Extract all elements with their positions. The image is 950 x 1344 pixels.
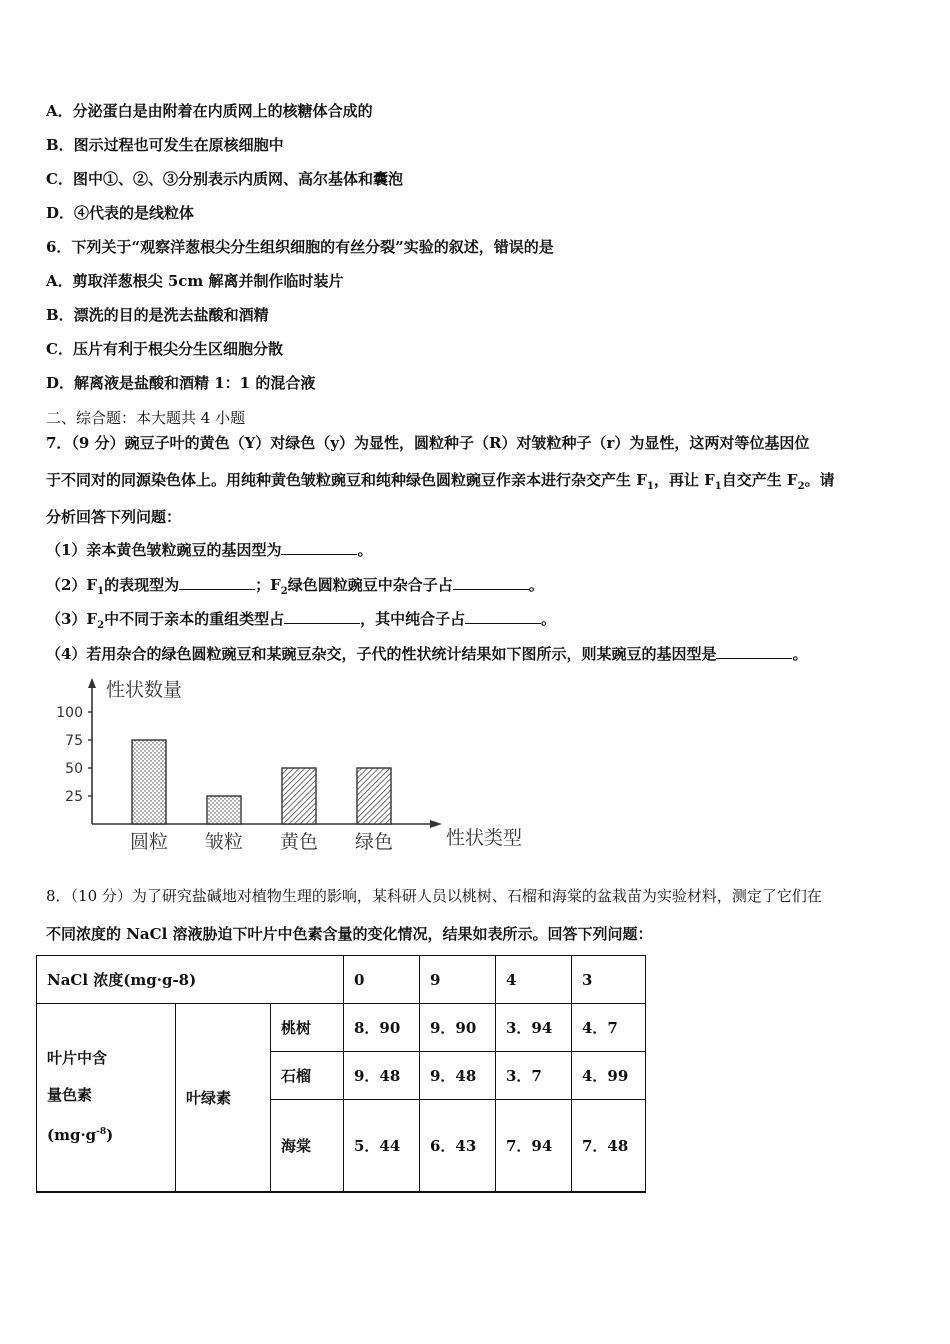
q6-stem: 6．下列关于“观察洋葱根尖分生组织细胞的有丝分裂”实验的叙述，错误的是 (46, 238, 554, 256)
answer-blank[interactable] (465, 609, 541, 624)
pigment-table (36, 955, 646, 1193)
bar-1 (207, 796, 241, 824)
answer-blank[interactable] (281, 540, 357, 555)
plant-name: 石榴 (271, 1052, 344, 1100)
nacl-concentration-header: NaCl 浓度(mg·g-8) (37, 956, 344, 1004)
q7-line-1: 7．（9 分）豌豆子叶的黄色（Y）对绿色（y）为显性，圆粒种子（R）对皱粒种子（r）为显性，这两对等位基因位 (46, 434, 810, 452)
x-axis-label: 性状类型 (446, 827, 523, 849)
table-cell: 8．90 (344, 1004, 420, 1052)
table-cell: 9．48 (344, 1052, 420, 1100)
category-label: 黄色 (279, 831, 319, 853)
q6-option-a: A．剪取洋葱根尖 5cm 解离并制作临时装片 (46, 272, 344, 290)
category-label: 绿色 (354, 831, 394, 853)
y-tick-label: 75 (65, 733, 83, 749)
q6-option-b: B．漂洗的目的是洗去盐酸和酒精 (46, 306, 269, 324)
header-value: 9 (420, 956, 496, 1004)
q7-part-4: （4）若用杂合的绿色圆粒豌豆和某豌豆杂交，子代的性状统计结果如下图所示，则某豌豆的基因型是 。 (46, 645, 808, 663)
y-tick-label: 25 (65, 789, 83, 805)
table-cell: 3．94 (496, 1004, 572, 1052)
trait-bar-chart (50, 672, 550, 862)
table-row (37, 1004, 646, 1052)
table-cell: 7．94 (496, 1100, 572, 1192)
y-tick-label: 100 (56, 705, 83, 721)
q7-line-3: 分析回答下列问题： (46, 508, 182, 526)
q7-part-1: （1）亲本黄色皱粒豌豆的基因型为 。 (46, 541, 373, 559)
answer-blank[interactable] (453, 575, 529, 590)
q8-line-2: 不同浓度的 NaCl 溶液胁迫下叶片中色素含量的变化情况，结果如表所示。回答下列问题： (46, 925, 653, 943)
q5-option-c: C．图中①、②、③分别表示内质网、高尔基体和囊泡 (46, 170, 403, 188)
q8-line-1: 8．（10 分）为了研究盐碱地对植物生理的影响，某科研人员以桃树、石榴和海棠的盆栽苗为实验材料，测定了它们在 (46, 887, 822, 905)
category-label: 皱粒 (204, 831, 244, 853)
section-heading: 二、综合题：本大题共 4 小题 (46, 409, 246, 427)
q6-option-c: C．压片有利于根尖分生区细胞分散 (46, 340, 283, 358)
q7-part-2: $(2)F_1$的表现型为 ；$F_2$绿色圆粒豌豆中杂合子占 。 (46, 576, 544, 597)
pigment-label: 叶绿素 (176, 1004, 271, 1192)
table-cell: 9．48 (420, 1052, 496, 1100)
row-group-label: 叶片中含 量色素 $(mg\cdot g^{-8})$ (37, 1004, 176, 1192)
header-value: 3 (572, 956, 646, 1004)
header-value: 4 (496, 956, 572, 1004)
q5-option-b: B．图示过程也可发生在原核细胞中 (46, 136, 284, 154)
header-value: 0 (344, 956, 420, 1004)
q5-option-a: A．分泌蛋白是由附着在内质网上的核糖体合成的 (46, 102, 373, 120)
bar-0 (132, 740, 166, 824)
q7-part-3: $(3)F_2$中不同于亲本的重组类型占 ，其中纯合子占 。 (46, 610, 557, 631)
x-axis-arrow (430, 820, 442, 828)
table-cell: 4．7 (572, 1004, 646, 1052)
table-cell: 9．90 (420, 1004, 496, 1052)
table-cell: 3．7 (496, 1052, 572, 1100)
q6-option-d: D．解离液是盐酸和酒精 1：1 的混合液 (46, 374, 316, 392)
answer-blank[interactable] (179, 575, 255, 590)
answer-blank[interactable] (716, 644, 792, 659)
category-label: 圆粒 (129, 831, 169, 853)
table-header-row (37, 956, 646, 1004)
q5-option-d: D．④代表的是线粒体 (46, 204, 195, 222)
bar-3 (357, 768, 391, 824)
plant-name: 桃树 (271, 1004, 344, 1052)
y-tick-label: 50 (65, 761, 83, 777)
table-cell: 6．43 (420, 1100, 496, 1192)
table-cell: 5．44 (344, 1100, 420, 1192)
bar-2 (282, 768, 316, 824)
y-axis-arrow (88, 678, 96, 688)
table-cell: 4．99 (572, 1052, 646, 1100)
y-axis-label: 性状数量 (106, 679, 183, 701)
table-cell: 7．48 (572, 1100, 646, 1192)
plant-name: 海棠 (271, 1100, 344, 1192)
q7-line-2: 于不同对的同源染色体上。用纯种黄色皱粒豌豆和纯种绿色圆粒豌豆作亲本进行杂交产生 $F_1$，再让 $F_1$自交产生 $F_2$。请 (46, 471, 835, 492)
answer-blank[interactable] (284, 609, 360, 624)
